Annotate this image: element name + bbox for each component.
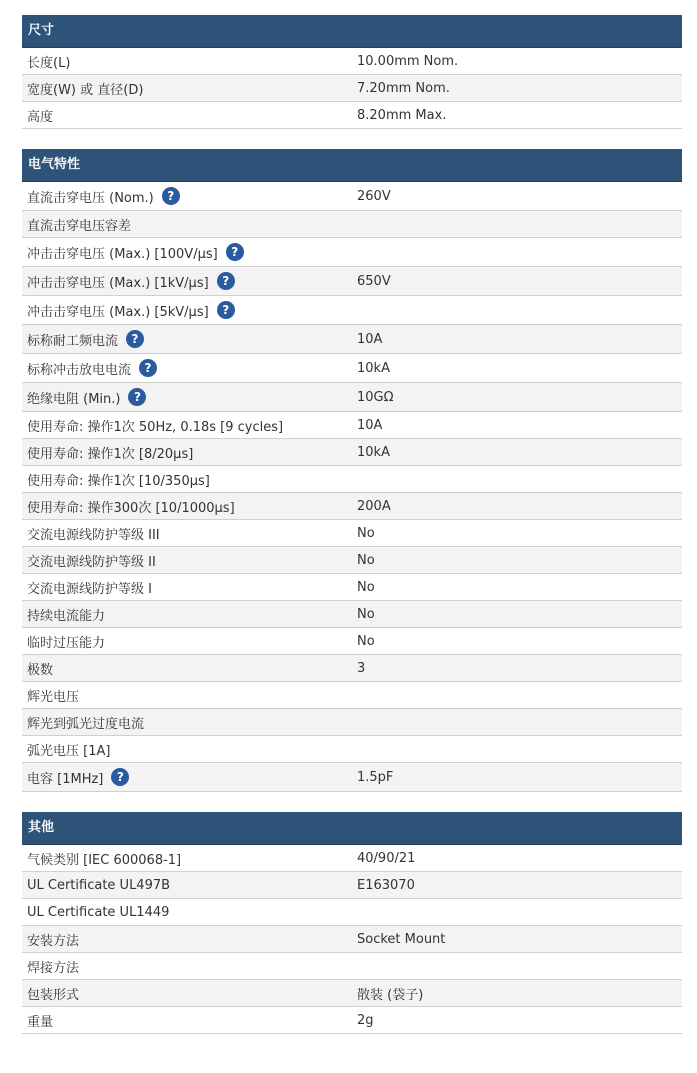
spec-label: 直流击穿电压 (Nom.) bbox=[27, 190, 154, 206]
spec-row bbox=[22, 926, 682, 953]
spec-row bbox=[22, 709, 682, 736]
spec-tables bbox=[22, 15, 682, 1054]
spec-row bbox=[22, 48, 682, 75]
spec-label: 使用寿命: 操作1次 [8/20µs] bbox=[27, 446, 194, 462]
spec-row bbox=[22, 601, 682, 628]
spec-label: 弧光电压 [1A] bbox=[27, 743, 111, 759]
spec-label-cell bbox=[22, 243, 351, 262]
spec-label-cell bbox=[22, 605, 351, 624]
spec-label: 持续电流能力 bbox=[27, 608, 106, 624]
spec-row bbox=[22, 439, 682, 466]
spec-label: 长度(L) bbox=[27, 55, 71, 71]
spec-label: 电容 [1MHz] bbox=[27, 771, 104, 787]
spec-row bbox=[22, 1007, 682, 1034]
spec-value: 1.5pF bbox=[357, 769, 394, 785]
spec-row bbox=[22, 682, 682, 709]
spec-label: 安装方法 bbox=[27, 933, 80, 949]
spec-value: No bbox=[357, 552, 375, 568]
spec-label: 直流击穿电压容差 bbox=[27, 218, 132, 234]
spec-label: 重量 bbox=[27, 1014, 54, 1030]
spec-label: 辉光电压 bbox=[27, 689, 80, 705]
help-icon[interactable]: ? bbox=[126, 330, 144, 348]
spec-label-cell bbox=[22, 1011, 351, 1030]
spec-label: 冲击击穿电压 (Max.) [100V/µs] bbox=[27, 246, 218, 262]
spec-value: 200A bbox=[357, 498, 391, 514]
spec-row bbox=[22, 980, 682, 1007]
spec-label-cell bbox=[22, 52, 351, 71]
spec-label-cell bbox=[22, 79, 351, 98]
spec-value: Socket Mount bbox=[357, 931, 446, 947]
spec-label: 使用寿命: 操作1次 [10/350µs] bbox=[27, 473, 210, 489]
spec-label-cell bbox=[22, 551, 351, 570]
spec-label-cell bbox=[22, 740, 351, 759]
spec-label: 极数 bbox=[27, 662, 54, 678]
spec-value: 10A bbox=[357, 417, 383, 433]
spec-label-cell bbox=[22, 878, 351, 893]
spec-label-cell bbox=[22, 187, 351, 206]
spec-row bbox=[22, 953, 682, 980]
section-title: 尺寸 bbox=[22, 15, 682, 48]
spec-value: 10.00mm Nom. bbox=[357, 53, 459, 69]
spec-row bbox=[22, 547, 682, 574]
spec-row bbox=[22, 736, 682, 763]
spec-value: 260V bbox=[357, 188, 391, 204]
help-icon[interactable]: ? bbox=[139, 359, 157, 377]
spec-value: No bbox=[357, 525, 375, 541]
spec-row bbox=[22, 845, 682, 872]
spec-label: 焊接方法 bbox=[27, 960, 80, 976]
spec-row bbox=[22, 267, 682, 296]
spec-row bbox=[22, 383, 682, 412]
help-icon[interactable]: ? bbox=[111, 768, 129, 786]
spec-section-2 bbox=[22, 812, 682, 1034]
help-icon[interactable]: ? bbox=[226, 243, 244, 261]
spec-label-cell bbox=[22, 849, 351, 868]
spec-row bbox=[22, 899, 682, 926]
spec-label-cell bbox=[22, 686, 351, 705]
spec-label: 使用寿命: 操作300次 [10/1000µs] bbox=[27, 500, 235, 516]
spec-label-cell bbox=[22, 768, 351, 787]
spec-row bbox=[22, 655, 682, 682]
spec-label: 交流电源线防护等级 III bbox=[27, 527, 160, 543]
spec-label: 交流电源线防护等级 I bbox=[27, 581, 152, 597]
spec-value: No bbox=[357, 606, 375, 622]
spec-value: 650V bbox=[357, 273, 391, 289]
spec-value: 7.20mm Nom. bbox=[357, 80, 450, 96]
spec-label-cell bbox=[22, 524, 351, 543]
spec-label-cell bbox=[22, 470, 351, 489]
spec-label-cell bbox=[22, 957, 351, 976]
spec-label: 包装形式 bbox=[27, 987, 80, 1003]
spec-row bbox=[22, 325, 682, 354]
spec-label: 使用寿命: 操作1次 50Hz, 0.18s [9 cycles] bbox=[27, 419, 284, 435]
spec-section-0 bbox=[22, 15, 682, 129]
spec-label: 宽度(W) 或 直径(D) bbox=[27, 82, 144, 98]
spec-value: 10kA bbox=[357, 444, 390, 460]
spec-label: 冲击击穿电压 (Max.) [5kV/µs] bbox=[27, 304, 209, 320]
spec-label: UL Certificate UL1449 bbox=[27, 904, 170, 920]
spec-row bbox=[22, 574, 682, 601]
spec-row bbox=[22, 628, 682, 655]
spec-label-cell bbox=[22, 984, 351, 1003]
spec-label-cell bbox=[22, 359, 351, 378]
spec-label-cell bbox=[22, 330, 351, 349]
help-icon[interactable]: ? bbox=[217, 272, 235, 290]
spec-row bbox=[22, 75, 682, 102]
spec-row bbox=[22, 102, 682, 129]
spec-label-cell bbox=[22, 301, 351, 320]
spec-label-cell bbox=[22, 497, 351, 516]
section-title: 其他 bbox=[22, 812, 682, 845]
spec-row bbox=[22, 296, 682, 325]
spec-label: 交流电源线防护等级 II bbox=[27, 554, 156, 570]
spec-value: 散装 (袋子) bbox=[357, 987, 424, 1003]
spec-row bbox=[22, 872, 682, 899]
spec-row bbox=[22, 520, 682, 547]
spec-label-cell bbox=[22, 578, 351, 597]
spec-row bbox=[22, 354, 682, 383]
spec-label: 临时过压能力 bbox=[27, 635, 106, 651]
help-icon[interactable]: ? bbox=[217, 301, 235, 319]
spec-value: 10kA bbox=[357, 360, 390, 376]
spec-value: 40/90/21 bbox=[357, 850, 416, 866]
spec-value: No bbox=[357, 633, 375, 649]
spec-value: 10A bbox=[357, 331, 383, 347]
spec-row bbox=[22, 412, 682, 439]
spec-label-cell bbox=[22, 930, 351, 949]
spec-label: 气候类别 [IEC 600068-1] bbox=[27, 852, 182, 868]
spec-row bbox=[22, 211, 682, 238]
spec-label-cell bbox=[22, 215, 351, 234]
spec-label-cell bbox=[22, 905, 351, 920]
spec-value: E163070 bbox=[357, 877, 415, 893]
spec-label: UL Certificate UL497B bbox=[27, 877, 171, 893]
spec-label-cell bbox=[22, 416, 351, 435]
spec-row bbox=[22, 763, 682, 792]
spec-label-cell bbox=[22, 272, 351, 291]
spec-label: 辉光到弧光过度电流 bbox=[27, 716, 145, 732]
spec-row bbox=[22, 182, 682, 211]
spec-label: 绝缘电阻 (Min.) bbox=[27, 391, 121, 407]
spec-row bbox=[22, 466, 682, 493]
spec-section-1 bbox=[22, 149, 682, 792]
spec-label-cell bbox=[22, 659, 351, 678]
spec-label: 冲击击穿电压 (Max.) [1kV/µs] bbox=[27, 275, 209, 291]
spec-label: 标称冲击放电电流 bbox=[27, 362, 132, 378]
spec-label-cell bbox=[22, 443, 351, 462]
spec-label: 标称耐工频电流 bbox=[27, 333, 119, 349]
spec-label-cell bbox=[22, 632, 351, 651]
spec-value: 3 bbox=[357, 660, 366, 676]
spec-label: 高度 bbox=[27, 109, 54, 125]
spec-row bbox=[22, 238, 682, 267]
spec-value: 8.20mm Max. bbox=[357, 107, 447, 123]
spec-label-cell bbox=[22, 388, 351, 407]
spec-row bbox=[22, 493, 682, 520]
spec-value: 2g bbox=[357, 1012, 374, 1028]
help-icon[interactable]: ? bbox=[128, 388, 146, 406]
spec-value: 10GΩ bbox=[357, 389, 394, 405]
spec-value: No bbox=[357, 579, 375, 595]
spec-label-cell bbox=[22, 106, 351, 125]
help-icon[interactable]: ? bbox=[162, 187, 180, 205]
spec-label-cell bbox=[22, 713, 351, 732]
section-title: 电气特性 bbox=[22, 149, 682, 182]
